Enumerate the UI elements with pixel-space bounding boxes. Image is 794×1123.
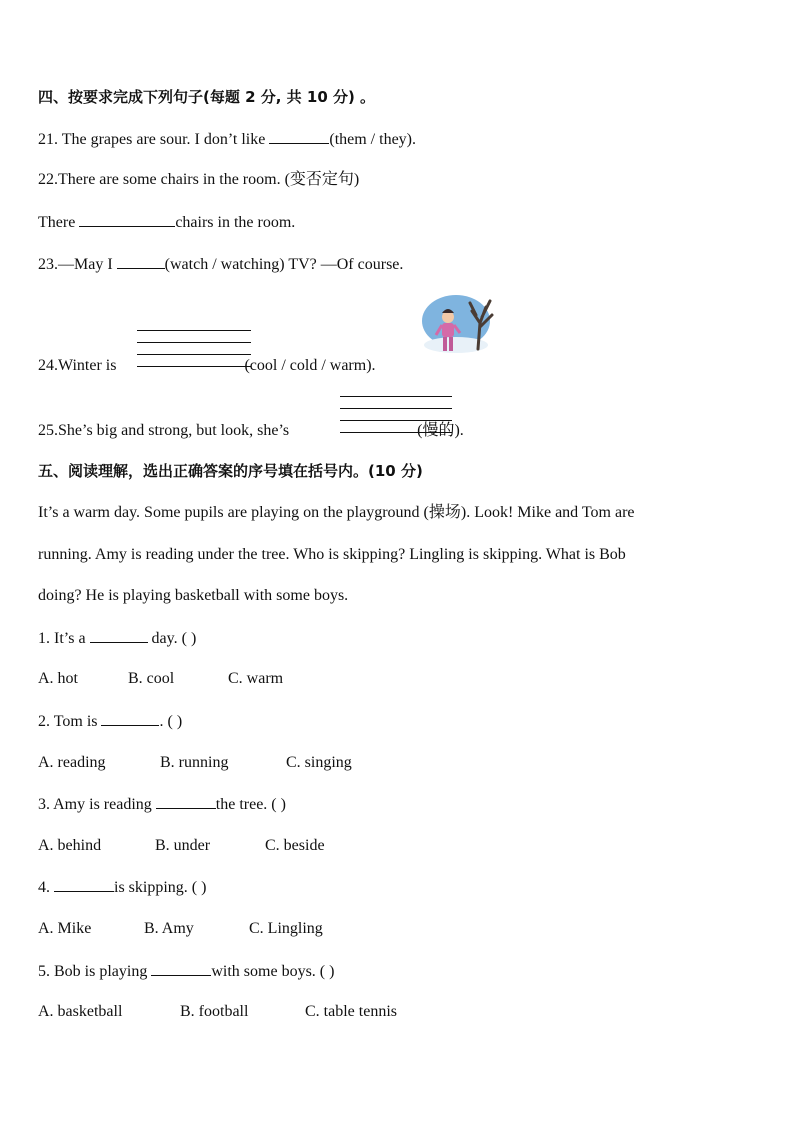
reading-question-2-options	[38, 753, 352, 773]
q21-options: (them / they).	[329, 131, 416, 148]
rq2-bracket: . ( )	[159, 713, 183, 730]
reading-question-1-options	[38, 669, 283, 689]
reading-question-2	[38, 711, 182, 732]
rq4-option-b[interactable]: B. Amy	[144, 920, 194, 937]
rq3-text: 3. Amy is reading	[38, 796, 156, 813]
q23-text: 23.—May I	[38, 256, 117, 273]
q22-answer-suffix: chairs in the room.	[175, 214, 296, 231]
reading-question-4	[38, 877, 206, 898]
q22-answer-prefix: There	[38, 214, 80, 231]
question-21	[38, 129, 416, 150]
winter-girl-tree-illustration	[420, 293, 504, 363]
passage-line-1: It’s a warm day. Some pupils are playing on the playground (操场). Look! Mike and Tom are	[38, 504, 635, 521]
q25-options: (慢的).	[413, 422, 464, 439]
rq2-option-c[interactable]: C. singing	[286, 754, 352, 771]
rq5-answer-blank[interactable]	[151, 961, 211, 976]
rq2-text: 2. Tom is	[38, 713, 102, 730]
question-23	[38, 254, 403, 275]
rq1-answer-blank[interactable]	[90, 628, 148, 643]
rq4-answer-blank[interactable]	[54, 877, 114, 892]
rq4-text: 4.	[38, 879, 54, 896]
rq1-option-c[interactable]: C. warm	[228, 670, 284, 687]
q24-options: (cool / cold / warm).	[240, 357, 376, 374]
q22-answer-blank[interactable]	[79, 212, 175, 227]
rq1-option-a[interactable]: A. hot	[38, 670, 78, 687]
reading-question-3	[38, 794, 286, 815]
rq3-option-c[interactable]: C. beside	[265, 837, 325, 854]
reading-question-5	[38, 961, 334, 982]
reading-question-4-options	[38, 919, 323, 939]
q24-text: 24.Winter is	[38, 357, 121, 374]
rq1-text: 1. It’s a	[38, 630, 90, 647]
rq3-option-a[interactable]: A. behind	[38, 837, 102, 854]
q23-options: (watch / watching) TV? —Of course.	[164, 256, 404, 273]
question-22-answer-line	[38, 212, 295, 233]
section-4-heading: 四、按要求完成下列句子(每题 2 分, 共 10 分) 。	[38, 88, 376, 106]
question-24	[38, 356, 376, 376]
rq5-option-a[interactable]: A. basketball	[38, 1003, 123, 1020]
q21-answer-blank[interactable]	[269, 129, 329, 144]
rq2-option-a[interactable]: A. reading	[38, 754, 106, 771]
reading-question-3-options	[38, 836, 325, 856]
rq4-option-c[interactable]: C. Lingling	[249, 920, 323, 937]
question-22: 22.There are some chairs in the room. (变否定句)	[38, 171, 360, 188]
rq3-bracket: the tree. ( )	[215, 796, 286, 813]
rq4-bracket: is skipping. ( )	[114, 879, 207, 896]
rq4-option-a[interactable]: A. Mike	[38, 920, 92, 937]
rq5-text: 5. Bob is playing	[38, 963, 152, 980]
question-25	[38, 421, 464, 441]
rq1-bracket: day. ( )	[147, 630, 197, 647]
rq3-option-b[interactable]: B. under	[155, 837, 211, 854]
q21-text: . The grapes are sour. I don’t like	[54, 131, 270, 148]
q21-number: 21	[38, 131, 54, 148]
reading-question-5-options	[38, 1002, 397, 1022]
q25-text: 25.She’s big and strong, but look, she’s	[38, 422, 294, 439]
rq1-option-b[interactable]: B. cool	[128, 670, 175, 687]
rq5-option-b[interactable]: B. football	[180, 1003, 249, 1020]
rq2-answer-blank[interactable]	[101, 711, 159, 726]
rq3-answer-blank[interactable]	[156, 794, 216, 809]
rq5-option-c[interactable]: C. table tennis	[305, 1003, 397, 1020]
section-5-heading: 五、阅读理解，选出正确答案的序号填在括号内。(10 分)	[38, 462, 423, 480]
q23-answer-blank[interactable]	[117, 254, 165, 269]
passage-line-3: doing? He is playing basketball with some boys.	[38, 587, 349, 604]
passage-line-2: running. Amy is reading under the tree. Who is skipping? Lingling is skipping. What is Bob	[38, 546, 626, 563]
rq5-bracket: with some boys. ( )	[211, 963, 335, 980]
rq2-option-b[interactable]: B. running	[160, 754, 229, 771]
reading-question-1	[38, 628, 196, 649]
